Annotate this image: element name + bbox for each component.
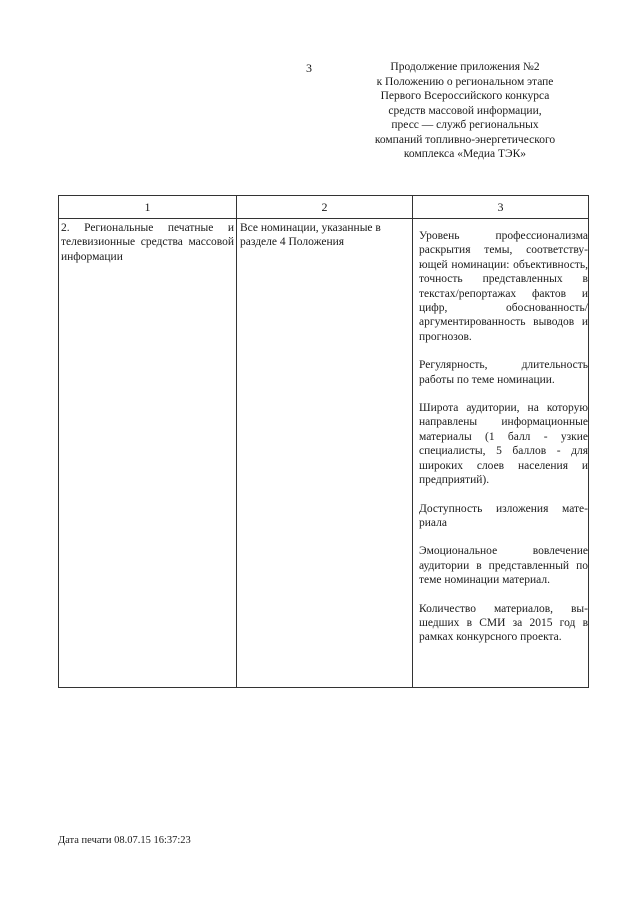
- table-header-row: [59, 196, 589, 219]
- header-line: комплекса «Медиа ТЭК»: [403, 148, 527, 160]
- column-header-3: 3: [413, 196, 589, 219]
- appendix-header: [350, 60, 580, 162]
- criterion-professionalism: Уровень профессионализма раскрытия темы, соответствующей номинации: объективность, точность представленных в текстах/репортажах фактов и цифр, обоснованность/аргументированность выводов и прогнозов.: [419, 230, 588, 343]
- header-line: Первого Всероссийского конкурса: [380, 90, 550, 102]
- criterion-publication-count: Количество материалов, вышедших в СМИ за 2015 год в рамках конкурсного проекта.: [419, 602, 588, 644]
- column-header-1: 1: [59, 196, 237, 219]
- criterion-audience-breadth: Широта аудитории, на которую направлены информационные материалы (1 балл - узкие специалисты, 5 баллов - для широких слоев населения и предприятий).: [419, 402, 588, 487]
- criterion-accessibility: Доступность изложения материала: [419, 502, 588, 529]
- header-line: средств массовой информации,: [388, 104, 542, 117]
- nominations-cell: [237, 219, 413, 688]
- column-header-2: 2: [237, 196, 413, 219]
- print-date: Дата печати 08.07.15 16:37:23: [58, 835, 191, 846]
- media-category-text: 2. Региональные печатные и телевизионные средства массовой информации: [61, 222, 234, 263]
- criteria-table: [58, 195, 589, 688]
- criteria-cell: [413, 219, 589, 688]
- nominations-text: Все номинации, указанные в разделе 4 Положения: [240, 222, 381, 249]
- criteria-list: [413, 219, 588, 645]
- table-row: [59, 219, 589, 688]
- header-line: к Положению о региональном этапе: [376, 75, 554, 88]
- header-line: пресс — служб региональных: [391, 119, 539, 131]
- criterion-emotional-involvement: Эмоциональное вовлечение аудитории в представленный по теме номинации материал.: [419, 545, 588, 587]
- header-line: компаний топливно-энергетического: [374, 133, 556, 146]
- criterion-regularity: Регулярность, длительность работы по теме номинации.: [419, 359, 588, 386]
- header-line: Продолжение приложения №2: [390, 61, 540, 73]
- page-number: 3: [306, 61, 312, 75]
- media-category-cell: [59, 219, 237, 688]
